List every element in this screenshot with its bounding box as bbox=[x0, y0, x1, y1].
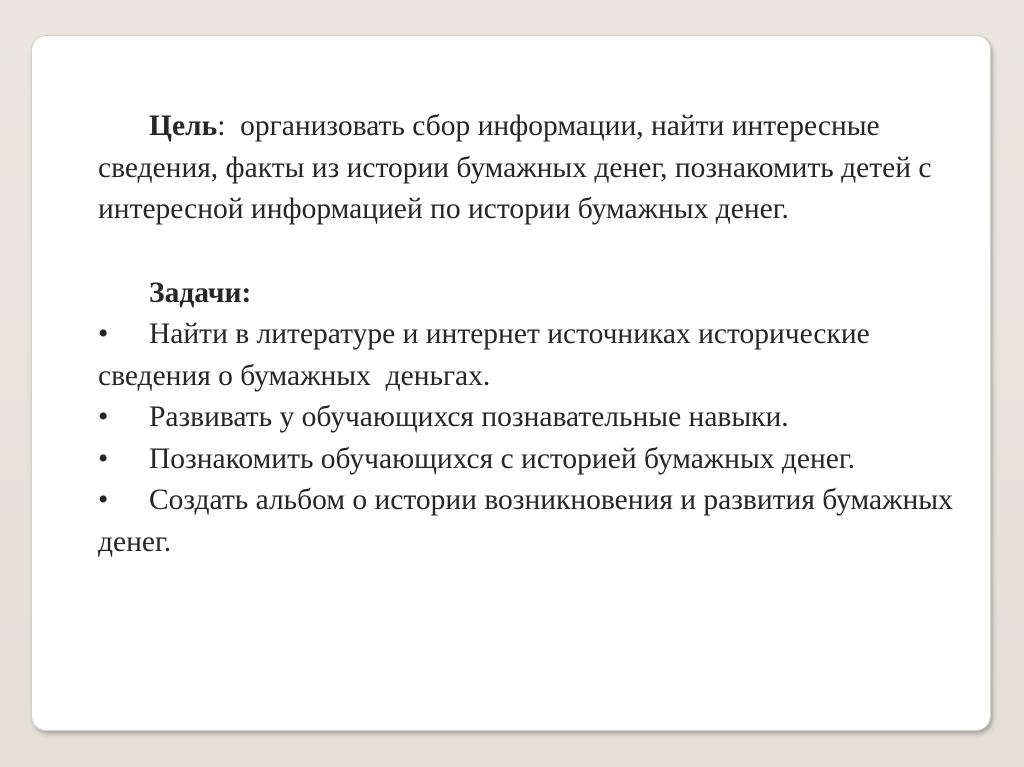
list-item-text: Развивать у обучающихся познавательные навыки. bbox=[149, 401, 789, 433]
list-item-text: Создать альбом о истории возникновения и развития бумажных денег. bbox=[98, 484, 953, 558]
bullet-icon: • bbox=[98, 442, 109, 475]
goal-separator: : bbox=[217, 110, 226, 142]
slide-content bbox=[98, 106, 958, 563]
spacer bbox=[98, 231, 958, 273]
list-item bbox=[98, 397, 958, 439]
goal-text: организовать сбор информации, найти интересные сведения, факты из истории бумажных денег, познакомить детей с интересной информацией по истории бумажных денег. bbox=[98, 110, 939, 225]
list-item-text: Познакомить обучающихся с историей бумажных денег. bbox=[149, 442, 856, 475]
bullet-icon: • bbox=[98, 484, 109, 516]
list-item-text: Найти в литературе и интернет источниках исторические сведения о бумажных деньгах. bbox=[98, 318, 878, 392]
goal-label: Цель bbox=[149, 110, 218, 142]
tasks-title: Задачи: bbox=[149, 276, 252, 309]
bullet-icon: • bbox=[98, 401, 109, 433]
list-item bbox=[98, 314, 958, 397]
list-item bbox=[98, 480, 958, 563]
goal-paragraph bbox=[98, 106, 958, 231]
list-item bbox=[98, 439, 958, 481]
tasks-list bbox=[98, 314, 958, 563]
bullet-icon: • bbox=[98, 318, 109, 350]
